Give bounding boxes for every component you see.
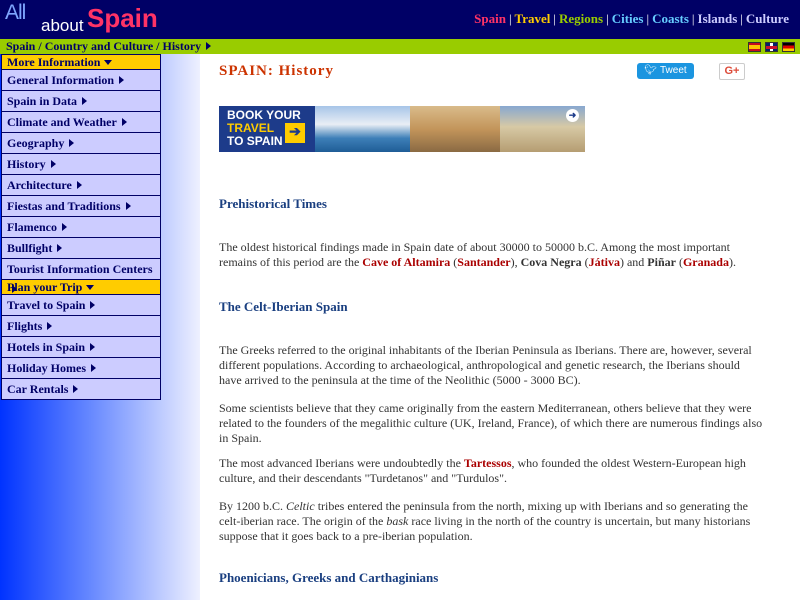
triangle-down-icon	[104, 60, 112, 65]
breadcrumb-spain[interactable]: Spain	[6, 39, 36, 53]
triangle-down-icon	[86, 285, 94, 290]
sidebar-item-climate-weather[interactable]: Climate and Weather	[1, 111, 161, 132]
triangle-right-icon	[82, 97, 87, 105]
nav-cities[interactable]: Cities	[611, 11, 644, 26]
paragraph-prehistorical: The oldest historical findings made in Spain date of about 30000 to 50000 b.C. Among the most important remains of this period are the Cave of Altamira (Santander), Cova Negra (Játiva) and Piñar (Granada).	[219, 240, 736, 269]
language-flags	[748, 42, 795, 52]
breadcrumb-history[interactable]: History	[162, 39, 202, 53]
link-cave-altamira[interactable]: Cave of Altamira	[362, 255, 451, 269]
book-travel-banner[interactable]	[219, 106, 585, 152]
site-header	[0, 0, 800, 39]
banner-photo-coast	[315, 106, 410, 152]
link-tartessos[interactable]: Tartessos	[463, 456, 512, 470]
menu-header-plan-trip[interactable]: Plan your Trip	[1, 279, 161, 294]
google-plus-button[interactable]: G+	[719, 63, 745, 80]
menu-header-more-information[interactable]: More Information	[1, 54, 161, 69]
logo-spain: Spain	[87, 3, 158, 33]
sidebar-item-holiday-homes[interactable]: Holiday Homes	[1, 357, 161, 378]
triangle-right-icon	[122, 118, 127, 126]
top-navigation: Spain | Travel | Regions | Cities | Coasts | Islands | Culture	[474, 11, 789, 26]
logo-all: All	[5, 1, 26, 24]
sidebar-item-travel-to-spain[interactable]: Travel to Spain	[1, 294, 161, 315]
spanish-flag-icon[interactable]	[748, 42, 761, 52]
english-flag-icon[interactable]	[765, 42, 778, 52]
sidebar-item-flamenco[interactable]: Flamenco	[1, 216, 161, 237]
sidebar-item-hotels[interactable]: Hotels in Spain	[1, 336, 161, 357]
link-granada[interactable]: Granada	[682, 255, 729, 269]
german-flag-icon[interactable]	[782, 42, 795, 52]
breadcrumb-country-culture[interactable]: Country and Culture	[44, 39, 154, 53]
nav-islands[interactable]: Islands	[697, 11, 738, 26]
banner-text: BOOK YOUR TRAVEL TO SPAIN	[227, 108, 301, 148]
paragraph-celtic: By 1200 b.C. Celtic tribes entered the peninsula from the north, mixing up with Iberians and so generating the celt-iberian race. The origin of the bask race living in the north of the country is uncertain, but many historians suppose that it goes back to a pre-iberian population.	[219, 499, 751, 543]
breadcrumb-separator: /	[38, 39, 42, 53]
triangle-right-icon	[57, 244, 62, 252]
sidebar-item-history[interactable]: History	[1, 153, 161, 174]
sidebar-item-general-information[interactable]: General Information	[1, 69, 161, 90]
sidebar-item-architecture[interactable]: Architecture	[1, 174, 161, 195]
breadcrumb-bar	[0, 39, 800, 54]
triangle-right-icon	[77, 181, 82, 189]
triangle-right-icon	[69, 139, 74, 147]
sidebar	[0, 54, 200, 600]
site-logo[interactable]	[5, 0, 165, 39]
link-santander[interactable]: Santander	[457, 255, 511, 269]
page-title: SPAIN: History	[219, 63, 334, 79]
triangle-right-icon	[119, 76, 124, 84]
nav-spain[interactable]: Spain	[474, 11, 506, 26]
paragraph-origins: Some scientists believe that they came originally from the eastern Mediterranean, others believe that they were related to the founders of the megalithic culture (UK, Ireland, France), of which there are numerous findings also in Spain.	[219, 401, 763, 445]
nav-culture[interactable]: Culture	[745, 11, 789, 26]
sidebar-item-car-rentals[interactable]: Car Rentals	[1, 378, 161, 400]
sidebar-item-bullfight[interactable]: Bullfight	[1, 237, 161, 258]
link-jativa[interactable]: Játiva	[588, 255, 620, 269]
triangle-right-icon	[206, 42, 211, 50]
sidebar-item-spain-in-data[interactable]: Spain in Data	[1, 90, 161, 111]
nav-regions[interactable]: Regions	[559, 11, 604, 26]
paragraph-tartessos: The most advanced Iberians were undoubtedly the Tartessos, who founded the oldest Western-European high culture, and their descendants "Turdetanos" and "Turdulos".	[219, 456, 746, 485]
triangle-right-icon	[51, 160, 56, 168]
banner-photo-alhambra	[410, 106, 500, 152]
sidebar-item-fiestas-traditions[interactable]: Fiestas and Traditions	[1, 195, 161, 216]
triangle-right-icon	[90, 301, 95, 309]
sidebar-item-tourist-information[interactable]: Tourist Information Centers	[1, 258, 161, 279]
triangle-right-icon	[47, 322, 52, 330]
sidebar-menu	[1, 54, 161, 400]
section-title-prehistorical: Prehistorical Times	[219, 196, 327, 211]
sidebar-item-flights[interactable]: Flights	[1, 315, 161, 336]
triangle-right-icon	[126, 202, 131, 210]
triangle-right-icon	[73, 385, 78, 393]
logo-about: about	[41, 16, 84, 35]
tweet-button[interactable]: 🐦︎ Tweet	[637, 63, 694, 79]
nav-coasts[interactable]: Coasts	[652, 11, 689, 26]
nav-travel[interactable]: Travel	[514, 11, 551, 26]
circle-arrow-icon: ➜	[566, 109, 579, 122]
triangle-right-icon	[62, 223, 67, 231]
triangle-right-icon	[90, 343, 95, 351]
section-title-celt-iberian: The Celt-Iberian Spain	[219, 299, 348, 314]
triangle-right-icon	[91, 364, 96, 372]
twitter-bird-icon: 🐦︎	[644, 65, 657, 76]
sidebar-item-geography[interactable]: Geography	[1, 132, 161, 153]
section-title-phoenicians: Phoenicians, Greeks and Carthaginians	[219, 570, 439, 585]
arrow-right-icon: ➔	[285, 123, 305, 143]
paragraph-iberians: The Greeks referred to the original inhabitants of the Iberian Peninsula as Iberians. There are, however, several different populations. According to archaeological, anthropological and genetic research, the Iberians should have arrived to the peninsula at the time of the Neolithic (5000 - 3000 BC).	[219, 343, 752, 387]
breadcrumb	[6, 39, 211, 54]
breadcrumb-separator: /	[156, 39, 160, 53]
